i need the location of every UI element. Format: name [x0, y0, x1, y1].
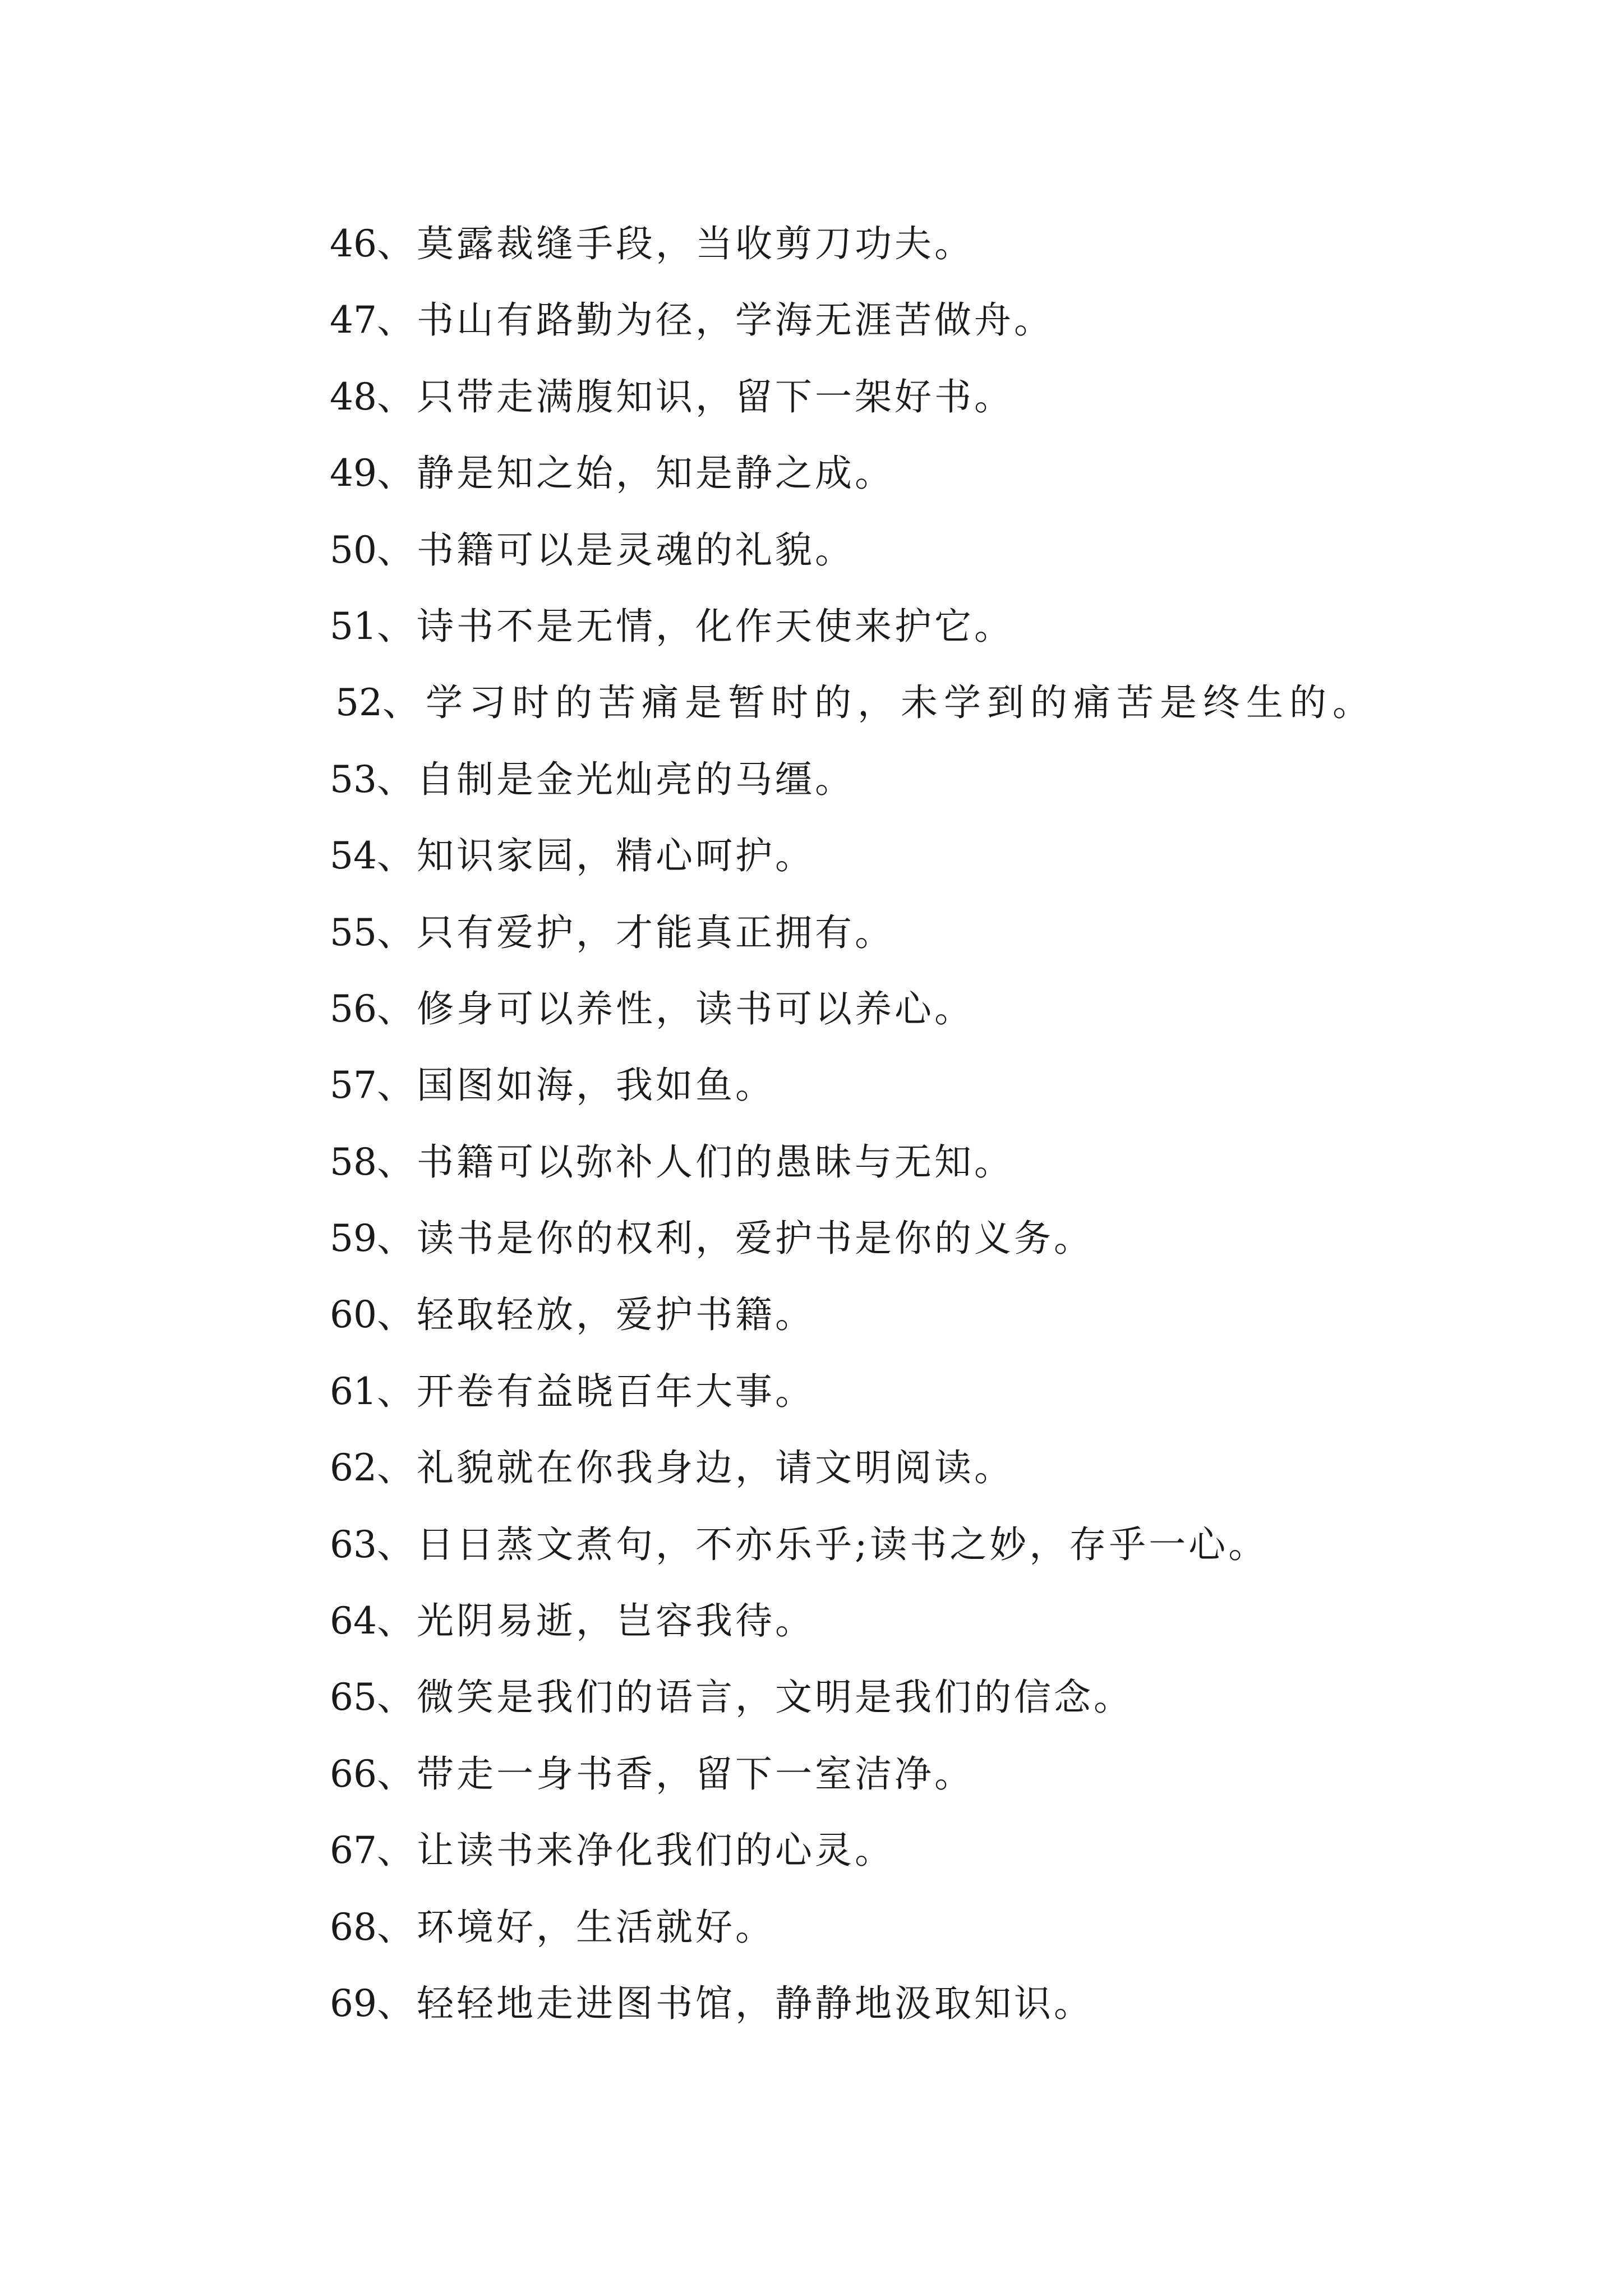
- item-number: 64: [330, 1599, 377, 1643]
- item-number: 68: [330, 1905, 377, 1949]
- list-item: [330, 1440, 1592, 1516]
- slogan-list: [330, 216, 1592, 2052]
- list-item: [330, 981, 1592, 1057]
- item-number: 59: [330, 1217, 377, 1260]
- item-text: 、只带走满腹知识，留下一架好书。: [376, 375, 1014, 418]
- list-item: [330, 292, 1592, 369]
- list-item: [330, 1823, 1592, 1899]
- item-text: 、国图如海，我如鱼。: [376, 1064, 775, 1107]
- item-number: 65: [330, 1676, 377, 1719]
- list-item: [330, 1746, 1592, 1823]
- item-number: 67: [330, 1829, 377, 1872]
- list-item: [330, 752, 1592, 828]
- item-text: 、知识家园，精心呵护。: [376, 834, 815, 878]
- item-number: 56: [330, 987, 377, 1030]
- item-text: 、书籍可以弥补人们的愚昧与无知。: [376, 1140, 1014, 1184]
- list-item: [330, 445, 1592, 522]
- item-number: 62: [330, 1446, 377, 1490]
- list-item: [330, 1899, 1592, 1976]
- item-text: 、轻取轻放，爱护书籍。: [376, 1293, 815, 1337]
- item-text: 、诗书不是无情，化作天使来护它。: [376, 604, 1014, 648]
- item-number: 61: [330, 1369, 377, 1413]
- list-item: [330, 1057, 1592, 1134]
- item-number: 57: [330, 1064, 377, 1107]
- list-item: [330, 1517, 1592, 1593]
- list-item: [330, 828, 1592, 904]
- item-text: 、书籍可以是灵魂的礼貌。: [376, 528, 855, 572]
- list-item: [330, 675, 1592, 751]
- list-item: [330, 1593, 1592, 1669]
- item-text: 、轻轻地走进图书馆，静静地汲取知识。: [376, 1981, 1094, 2025]
- list-item: [330, 1669, 1592, 1746]
- list-item: [330, 1364, 1592, 1440]
- item-text: 、学习时的苦痛是暂时的，未学到的痛苦是终生的。: [382, 681, 1376, 725]
- item-number: 53: [330, 757, 377, 801]
- list-item: [330, 216, 1592, 292]
- item-number: 54: [330, 834, 377, 878]
- item-text: 、莫露裁缝手段，当收剪刀功夫。: [376, 222, 974, 265]
- item-number: 55: [330, 910, 377, 954]
- list-item: [330, 522, 1592, 599]
- list-item: [330, 369, 1592, 445]
- item-text: 、开卷有益晓百年大事。: [376, 1369, 815, 1413]
- list-item: [330, 1287, 1592, 1363]
- item-text: 、带走一身书香，留下一室洁净。: [376, 1752, 974, 1796]
- list-item: [330, 1976, 1592, 2052]
- item-number: 47: [330, 298, 377, 342]
- item-number: 66: [330, 1752, 377, 1796]
- item-number: 58: [330, 1140, 377, 1184]
- list-item: [330, 599, 1592, 675]
- item-number: 63: [330, 1522, 377, 1566]
- item-text: 、书山有路勤为径，学海无涯苦做舟。: [376, 298, 1054, 342]
- item-text: 、自制是金光灿亮的马缰。: [376, 757, 855, 801]
- item-text: 、读书是你的权利，爱护书是你的义务。: [376, 1217, 1094, 1260]
- item-number: 49: [330, 452, 377, 495]
- list-item: [330, 1211, 1592, 1287]
- item-number: 69: [330, 1981, 377, 2025]
- list-item: [330, 1134, 1592, 1211]
- item-number: 51: [330, 604, 377, 648]
- item-number: 60: [330, 1293, 377, 1337]
- item-text: 、日日蒸文煮句，不亦乐乎;读书之妙，存乎一心。: [376, 1522, 1269, 1566]
- item-number: 52: [335, 681, 382, 725]
- list-item: [330, 905, 1592, 981]
- item-text: 、修身可以养性，读书可以养心。: [376, 987, 974, 1030]
- item-text: 、环境好，生活就好。: [376, 1905, 775, 1949]
- item-text: 、只有爱护，才能真正拥有。: [376, 910, 895, 954]
- item-number: 50: [330, 528, 377, 572]
- item-text: 、静是知之始，知是静之成。: [376, 452, 895, 495]
- item-text: 、微笑是我们的语言，文明是我们的信念。: [376, 1676, 1133, 1719]
- item-text: 、光阴易逝，岂容我待。: [376, 1599, 815, 1643]
- item-number: 46: [330, 222, 377, 265]
- item-number: 48: [330, 375, 377, 418]
- item-text: 、礼貌就在你我身边，请文明阅读。: [376, 1446, 1014, 1490]
- item-text: 、让读书来净化我们的心灵。: [376, 1829, 895, 1872]
